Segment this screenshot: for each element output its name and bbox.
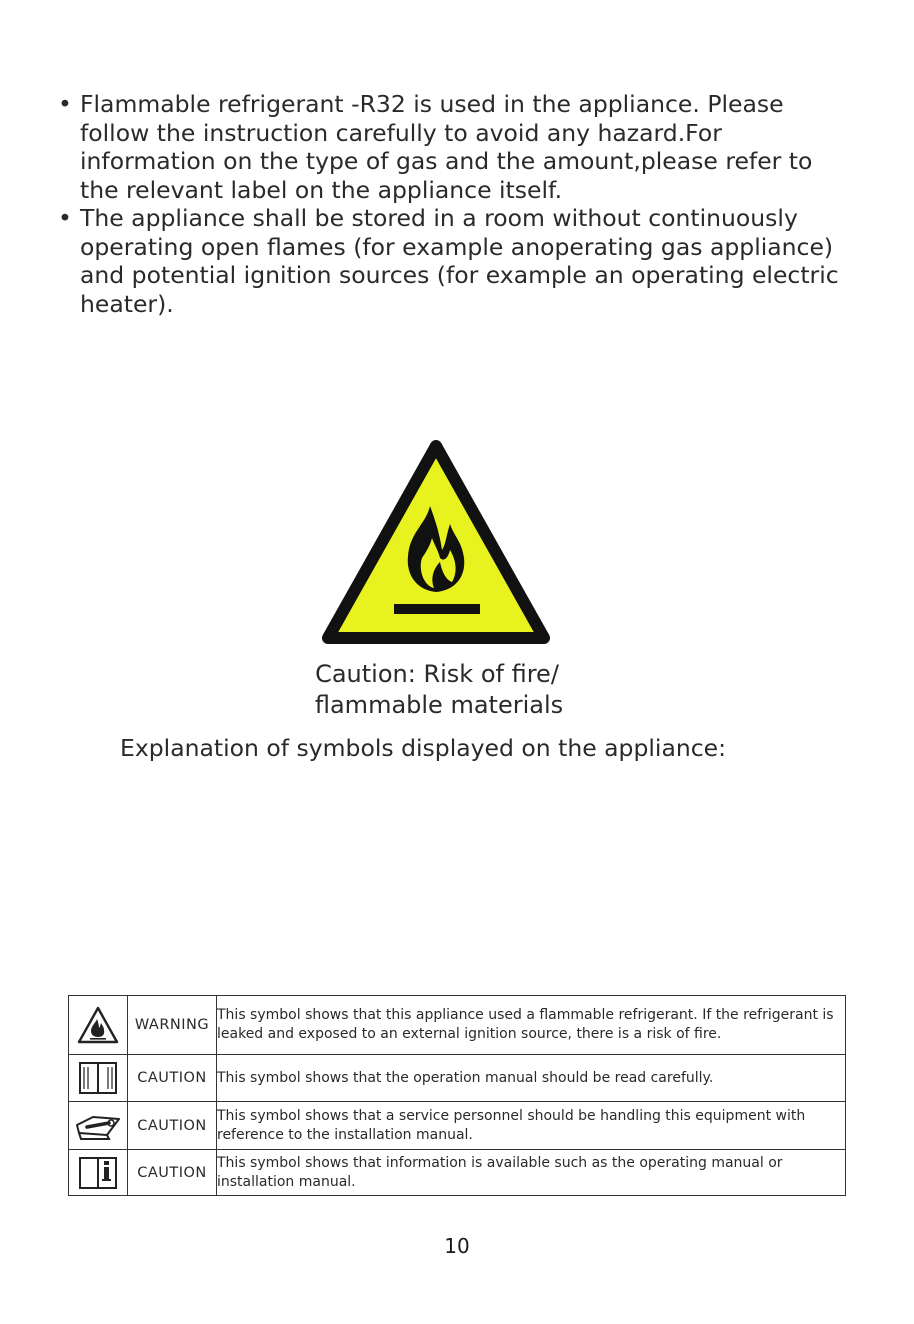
symbol-label: CAUTION	[128, 1055, 217, 1102]
table-row	[69, 1055, 846, 1102]
table-row	[69, 1102, 846, 1150]
symbol-description: This symbol shows that the operation manual should be read carefully.	[217, 1055, 846, 1102]
symbol-label: WARNING	[128, 996, 217, 1055]
operation-manual-icon	[69, 1055, 128, 1102]
flammable-warning-triangle-icon	[322, 440, 550, 644]
page-number: 10	[444, 1234, 470, 1258]
service-manual-icon	[69, 1102, 128, 1150]
symbol-description: This symbol shows that a service personnel should be handling this equipment with reference to the installation manual.	[217, 1102, 846, 1150]
bullet-list	[58, 90, 848, 318]
table-row	[69, 996, 846, 1055]
symbol-description: This symbol shows that information is available such as the operating manual or installation manual.	[217, 1150, 846, 1196]
symbol-description: This symbol shows that this appliance used a flammable refrigerant. If the refrigerant is leaked and exposed to an external ignition source, there is a risk of fire.	[217, 996, 846, 1055]
bullet-item-refrigerant: • Flammable refrigerant -R32 is used in the appliance. Please follow the instruction carefully to avoid any hazard.For information on the type of gas and the amount,please refer to the relevant label on the appliance itself.	[58, 90, 848, 204]
information-manual-icon	[69, 1150, 128, 1196]
flammable-warning-icon	[69, 996, 128, 1055]
symbol-label: CAUTION	[128, 1102, 217, 1150]
symbol-label: CAUTION	[128, 1150, 217, 1196]
symbols-table	[68, 995, 846, 1196]
table-row	[69, 1150, 846, 1196]
bullet-item-storage: • The appliance shall be stored in a room without continuously operating open flames (for example anoperating gas appliance) and potential ignition sources (for example an operating electric heater).	[58, 204, 848, 318]
explanation-heading: Explanation of symbols displayed on the appliance:	[120, 734, 727, 762]
caption-line-1: Caution: Risk of fire/	[315, 660, 559, 688]
caption-line-2: flammable materials	[314, 691, 564, 719]
